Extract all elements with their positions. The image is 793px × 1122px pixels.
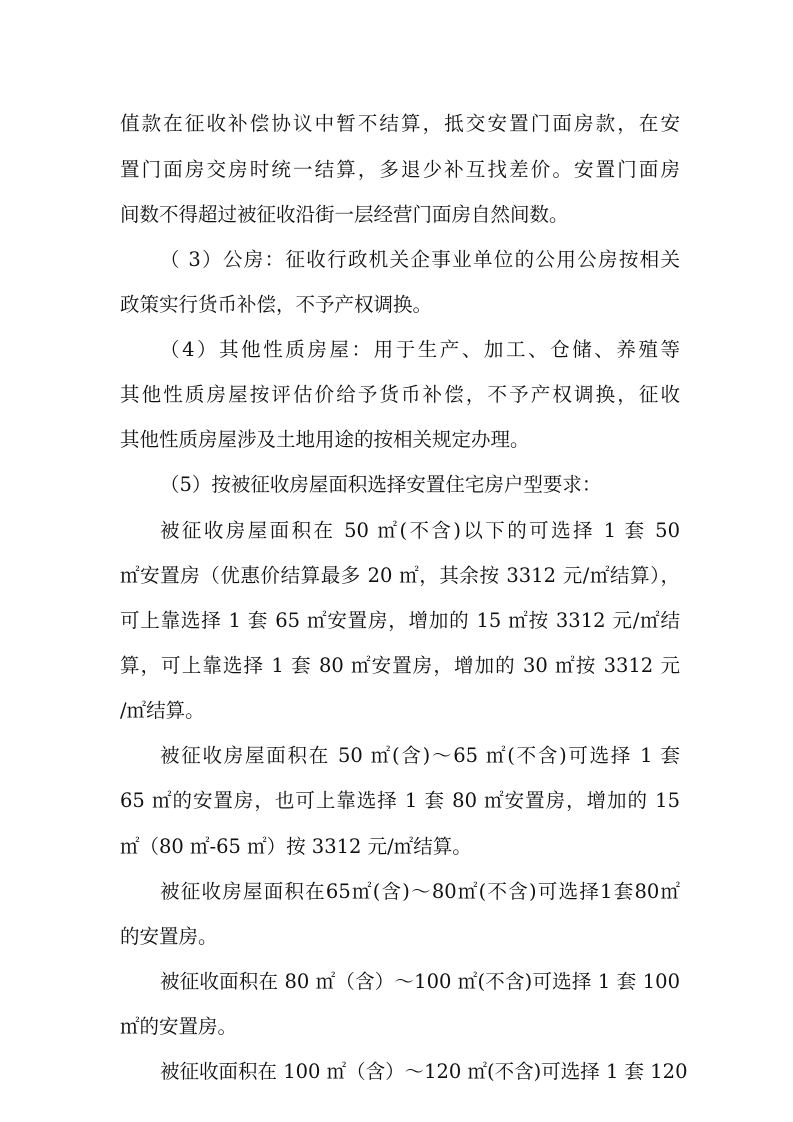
text-line: 被征收房屋面积在65㎡(含)～80㎡(不含)可选择1套80㎡	[160, 880, 680, 903]
text-line: ㎡安置房（优惠价结算最多 20 ㎡，其余按 3312 元/㎡结算），	[120, 564, 680, 587]
text-line: 65 ㎡的安置房，也可上靠选择 1 套 80 ㎡安置房，增加的 15	[120, 789, 680, 812]
text-line: 值款在征收补偿协议中暂不结算，抵交安置门面房款，在安	[120, 112, 680, 135]
text-line: ㎡的安置房。	[120, 1015, 238, 1038]
text-line: 间数不得超过被征收沿街一层经营门面房自然间数。	[120, 203, 569, 226]
text-line: 被征收房屋面积在 50 ㎡(不含)以下的可选择 1 套 50	[160, 519, 680, 542]
text-line: 置门面房交房时统一结算，多退少补互找差价。安置门面房	[120, 158, 680, 181]
text-line: 其他性质房屋涉及土地用途的按相关规定办理。	[120, 428, 530, 451]
text-line: /㎡结算。	[120, 699, 205, 722]
text-line: 被征收房屋面积在 50 ㎡(含)～65 ㎡(不含)可选择 1 套	[160, 744, 680, 767]
text-line: 算，可上靠选择 1 套 80 ㎡安置房，增加的 30 ㎡按 3312 元	[120, 654, 680, 677]
text-line: （ 3）公房：征收行政机关企事业单位的公用公房按相关	[160, 248, 680, 271]
text-line: 的安置房。	[120, 925, 218, 948]
text-line: （5）按被征收房屋面积选择安置住宅房户型要求：	[160, 473, 602, 496]
text-line: 被征收面积在 100 ㎡（含）～120 ㎡(不含)可选择 1 套 120	[160, 1060, 688, 1083]
text-line: ㎡（80 ㎡-65 ㎡）按 3312 元/㎡结算。	[120, 835, 472, 858]
text-line: 被征收面积在 80 ㎡（含）～100 ㎡(不含)可选择 1 套 100	[160, 970, 680, 993]
text-line: 政策实行货币补偿，不予产权调换。	[120, 293, 433, 316]
text-line: 可上靠选择 1 套 65 ㎡安置房，增加的 15 ㎡按 3312 元/㎡结	[120, 609, 680, 632]
text-line: 其他性质房屋按评估价给予货币补偿，不予产权调换，征收	[120, 383, 680, 406]
text-line: （4）其他性质房屋：用于生产、加工、仓储、养殖等	[160, 338, 680, 361]
